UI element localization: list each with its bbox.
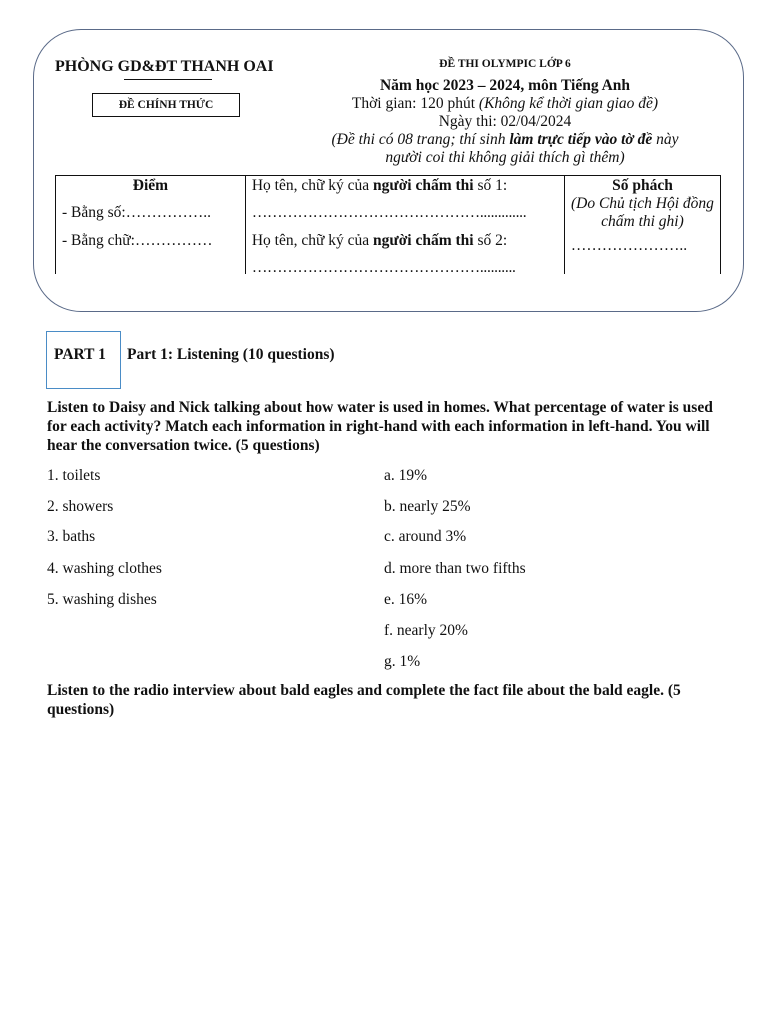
so-phach-cell [564,176,720,275]
question-item: 4. washing clothes [47,560,162,577]
marker-cell [245,176,564,275]
answer-option: d. more than two fifths [384,560,526,577]
school-year: Năm học 2023 – 2024, môn Tiếng Anh [379,77,631,94]
marker-2-label: Họ tên, chữ ký của người chấm thi số 2: [251,232,508,249]
score-table [55,175,721,274]
instruction-2: Listen to the radio interview about bald eagles and complete the fact file about the bald eagle. (5 questions) [47,682,681,718]
exam-date: Ngày thi: 02/04/2024 [438,113,572,130]
part-title: Part 1: Listening (10 questions) [127,346,335,363]
part-box: PART 1 [46,331,121,389]
score-number-field[interactable]: - Bằng số:…………….. [62,204,211,221]
so-phach-heading: Số phách [612,177,673,194]
question-item: 5. washing dishes [47,591,157,608]
exam-time: Thời gian: 120 phút (Không kể thời gian giao đề) [351,95,659,112]
so-phach-note: (Do Chủ tịch Hội đồng chấm thi ghi) [570,195,714,230]
question-item: 3. baths [47,528,96,545]
marker-2-field[interactable]: ……………………………………….......... [251,259,516,276]
department-underline [124,79,212,80]
marker-1-label: Họ tên, chữ ký của người chấm thi số 1: [251,177,508,194]
instruction-1: Listen to Daisy and Nick talking about how water is used in homes. What percentage of water is used for each activity? Match each information in right-hand with each information in left-hand. You will hear the conversation twice. (5 questions) [47,399,713,454]
so-phach-field[interactable]: ………………….. [570,237,688,254]
question-item: 2. showers [47,498,114,515]
answer-option: e. 16% [384,591,428,608]
answer-option: f. nearly 20% [384,622,468,639]
score-cell [56,176,246,275]
score-words-field[interactable]: - Bằng chữ:…………… [62,232,213,249]
answer-option: c. around 3% [384,528,467,545]
answer-option: g. 1% [384,653,421,670]
question-item: 1. toilets [47,467,101,484]
score-heading: Điểm [132,177,169,194]
official-label: ĐỀ CHÍNH THỨC [92,93,240,117]
exam-note: (Đề thi có 08 trang; thí sinh làm trực tiếp vào tờ đề này người coi thi không giải thích gì thêm) [331,131,679,166]
marker-1-field[interactable]: ………………………………………............. [251,204,527,221]
department-name: PHÒNG GD&ĐT THANH OAI [55,58,274,75]
exam-title: ĐỀ THI OLYMPIC LỚP 6 [439,58,571,70]
answer-option: a. 19% [384,467,428,484]
answer-option: b. nearly 25% [384,498,471,515]
